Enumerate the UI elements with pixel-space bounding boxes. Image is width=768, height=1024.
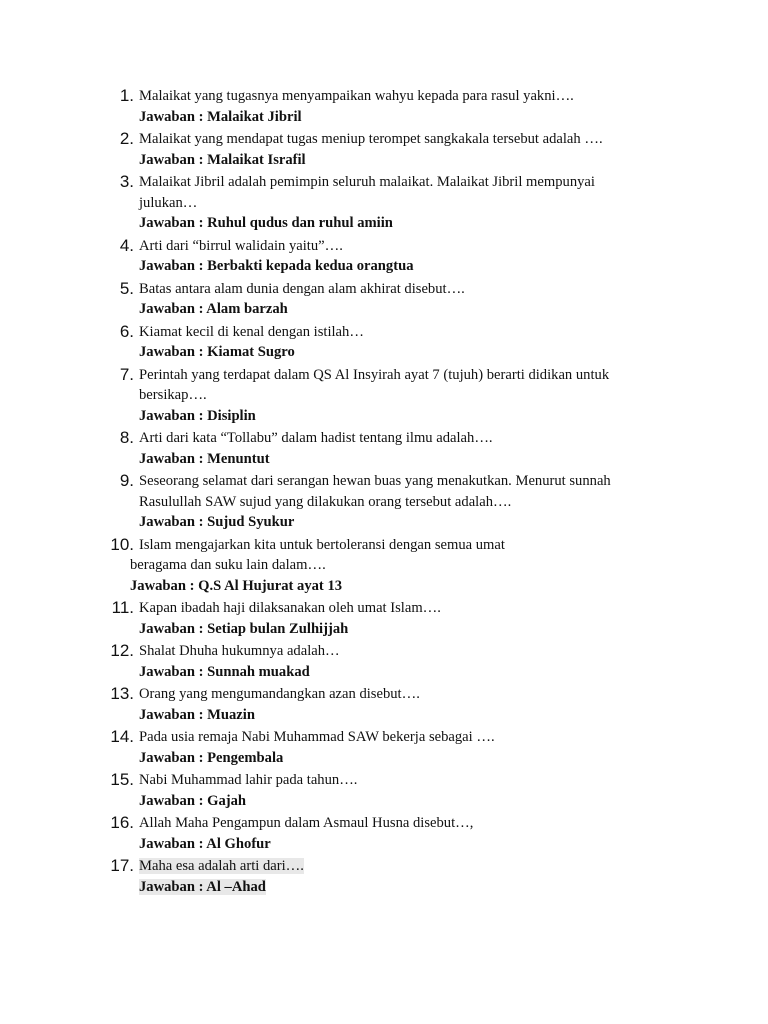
question-text: Kiamat kecil di kenal dengan istilah… — [139, 323, 364, 340]
question-line-1: Islam mengajarkan kita untuk bertoleransi dengan semua umat — [139, 536, 505, 553]
highlighted-question: Maha esa adalah arti dari…. — [139, 858, 304, 874]
answer-text: Jawaban : Malaikat Israfil — [139, 151, 306, 168]
item-number: 1. — [119, 86, 134, 105]
item-number: 2. — [119, 129, 134, 148]
answer-text: Jawaban : Muazin — [139, 706, 255, 723]
question-text: Perintah yang terdapat dalam QS Al Insyirah ayat 7 (tujuh) berarti didikan untuk bersikap…. — [139, 366, 610, 403]
list-item — [0, 365, 768, 429]
list-item — [0, 535, 768, 599]
question-text: Arti dari kata “Tollabu” dalam hadist tentang ilmu adalah…. — [139, 430, 493, 446]
question-text: Arti dari “birrul walidain yaitu”…. — [139, 237, 343, 254]
list-item — [0, 86, 768, 129]
list-item — [0, 471, 768, 535]
highlighted-answer: Jawaban : Al –Ahad — [139, 878, 266, 895]
answer-text: Jawaban : Q.S Al Hujurat ayat 13 — [130, 577, 343, 594]
list-item — [0, 856, 768, 899]
item-number: 15. — [110, 770, 134, 789]
answer-text: Jawaban : Menuntut — [139, 450, 270, 467]
question-text: Batas antara alam dunia dengan alam akhirat disebut…. — [139, 280, 465, 297]
item-number: 16. — [110, 813, 134, 832]
list-item — [0, 172, 768, 236]
list-item — [0, 813, 768, 856]
list-item — [0, 727, 768, 770]
answer-text: Jawaban : Ruhul qudus dan ruhul amiin — [139, 215, 393, 231]
answer-text: Jawaban : Kiamat Sugro — [139, 344, 295, 360]
list-item — [0, 428, 768, 471]
question-text: Orang yang mengumandangkan azan disebut…. — [139, 686, 420, 702]
item-number: 8. — [119, 428, 134, 447]
question-line-2: beragama dan suku lain dalam…. — [130, 557, 326, 573]
answer-text: Jawaban : Gajah — [139, 792, 247, 809]
answer-text: Jawaban : Sujud Syukur — [139, 514, 295, 530]
answer-text: Jawaban : Sunnah muakad — [139, 663, 310, 680]
question-text — [139, 856, 649, 877]
item-number: 14. — [110, 727, 134, 746]
item-number: 3. — [119, 172, 134, 191]
answer-text: Jawaban : Malaikat Jibril — [139, 108, 302, 125]
question-text: Nabi Muhammad lahir pada tahun…. — [139, 772, 358, 788]
question-text: Malaikat Jibril adalah pemimpin seluruh malaikat. Malaikat Jibril mempunyai julukan… — [139, 174, 595, 211]
question-text: Pada usia remaja Nabi Muhammad SAW bekerja sebagai …. — [139, 729, 495, 745]
answer-text: Jawaban : Berbakti kepada kedua orangtua — [139, 258, 414, 274]
question-text: Seseorang selamat dari serangan hewan buas yang menakutkan. Menurut sunnah Rasulullah SAW sujud yang dilakukan orang tersebut adalah…. — [139, 473, 611, 510]
answer-text: Jawaban : Pengembala — [139, 749, 284, 766]
item-number: 11. — [111, 598, 134, 617]
answer-text — [139, 877, 768, 900]
item-number: 6. — [119, 321, 134, 341]
list-item — [0, 129, 768, 172]
question-text: Malaikat yang tugasnya menyampaikan wahyu kepada para rasul yakni…. — [139, 88, 574, 104]
item-number: 13. — [110, 684, 134, 703]
question-text: Shalat Dhuha hukumnya adalah… — [139, 643, 340, 659]
item-number: 4. — [119, 235, 134, 255]
answer-text: Jawaban : Alam barzah — [139, 301, 288, 317]
qa-list — [0, 86, 768, 899]
list-item — [0, 598, 768, 641]
answer-text: Jawaban : Al Ghofur — [139, 835, 271, 852]
item-number: 17. — [110, 856, 134, 875]
list-item — [0, 641, 768, 684]
list-item — [0, 322, 768, 365]
list-item — [0, 236, 768, 279]
item-number: 7. — [119, 364, 134, 384]
list-item — [0, 684, 768, 727]
question-text: Allah Maha Pengampun dalam Asmaul Husna disebut…, — [139, 815, 474, 831]
item-number: 5. — [119, 278, 134, 298]
question-text: Kapan ibadah haji dilaksanakan oleh umat Islam…. — [139, 600, 441, 616]
list-item — [0, 770, 768, 813]
question-text — [130, 535, 539, 576]
answer-text: Jawaban : Disiplin — [139, 407, 256, 424]
item-number: 9. — [119, 471, 134, 490]
item-number: 12. — [110, 641, 134, 660]
list-item — [0, 279, 768, 322]
question-text: Malaikat yang mendapat tugas meniup terompet sangkakala tersebut adalah …. — [139, 131, 603, 147]
answer-text: Jawaban : Setiap bulan Zulhijjah — [139, 620, 349, 637]
item-number: 10. — [110, 534, 134, 554]
